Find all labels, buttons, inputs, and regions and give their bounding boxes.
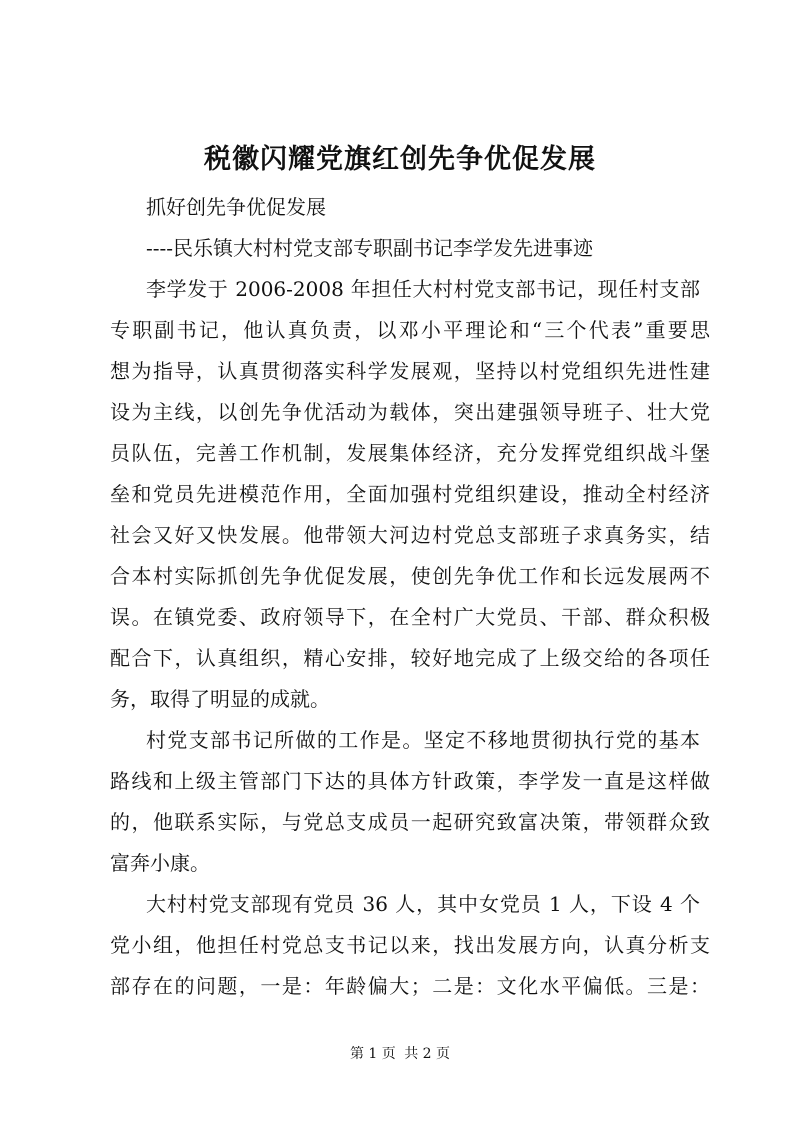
page-number: 第 1 页 — [349, 1046, 396, 1062]
document-byline: ----民乐镇大村村党支部专职副书记李学发先进事迹 — [146, 236, 594, 260]
paragraph-line: 部存在的问题，一是：年龄偏大；二是：文化水平偏低。三是： — [110, 974, 710, 998]
paragraph-line: 大村村党支部现有党员 36 人，其中女党员 1 人，下设 4 个 — [146, 892, 700, 916]
page-footer — [0, 1044, 800, 1064]
paragraph-line: 务，取得了明显的成就。 — [110, 687, 330, 711]
paragraph-line: 路线和上级主管部门下达的具体方针政策，李学发一直是这样做 — [110, 769, 710, 793]
document-subtitle: 抓好创先争优促发展 — [146, 195, 326, 219]
paragraph-line: 的，他联系实际，与党总支成员一起研究致富决策，带领群众致 — [110, 810, 710, 834]
paragraph-line: 误。在镇党委、政府领导下，在全村广大党员、干部、群众积极 — [110, 605, 710, 629]
paragraph-line: 设为主线，以创先争优活动为载体，突出建强领导班子、壮大党 — [110, 400, 710, 424]
paragraph-line: 社会又好又快发展。他带领大河边村党总支部班子求真务实，结 — [110, 523, 710, 547]
page-total: 共 2 页 — [404, 1046, 451, 1062]
document-title: 税徽闪耀党旗红创先争优促发展 — [204, 144, 596, 175]
paragraph-line: 配合下，认真组织，精心安排，较好地完成了上级交给的各项任 — [110, 646, 710, 670]
paragraph-line: 合本村实际抓创先争优促发展，使创先争优工作和长远发展两不 — [110, 564, 710, 588]
paragraph-line: 党小组，他担任村党总支书记以来，找出发展方向，认真分析支 — [110, 933, 710, 957]
paragraph-line: 想为指导，认真贯彻落实科学发展观，坚持以村党组织先进性建 — [110, 359, 710, 383]
paragraph-line: 李学发于 2006-2008 年担任大村村党支部书记，现任村支部 — [146, 277, 700, 301]
paragraph-line: 专职副书记，他认真负责，以邓小平理论和“三个代表”重要思 — [110, 318, 710, 342]
paragraph-line: 员队伍，完善工作机制，发展集体经济，充分发挥党组织战斗堡 — [110, 441, 710, 465]
paragraph-line: 村党支部书记所做的工作是。坚定不移地贯彻执行党的基本 — [146, 728, 700, 752]
paragraph-line: 富奔小康。 — [110, 851, 210, 875]
paragraph-line: 垒和党员先进模范作用，全面加强村党组织建设，推动全村经济 — [110, 482, 710, 506]
